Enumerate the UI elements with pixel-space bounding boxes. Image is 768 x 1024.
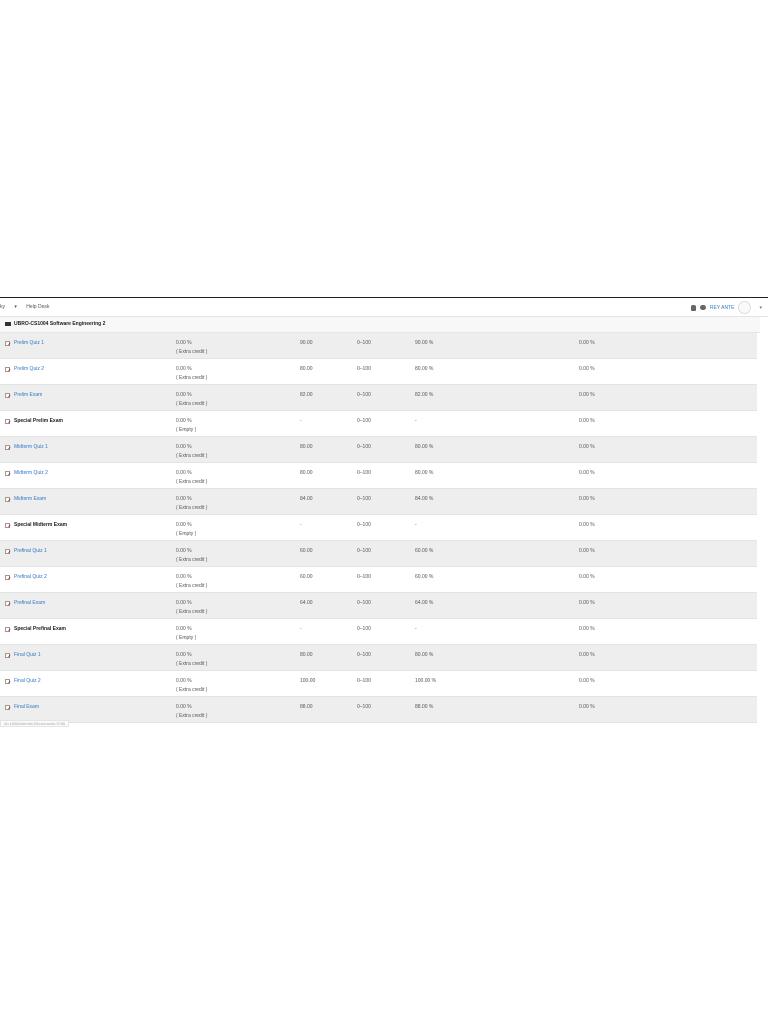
grade-item-name[interactable]: Prelim Exam	[14, 392, 43, 398]
percentage-value: -	[415, 522, 417, 528]
grade-item-name: Special Prefinal Exam	[14, 626, 66, 632]
grade-cell	[300, 593, 357, 619]
percentage-value: 90.00 %	[415, 340, 434, 346]
grade-value: 90.00	[300, 340, 313, 346]
weight-cell	[176, 385, 300, 411]
percentage-value: -	[415, 418, 417, 424]
grade-item-cell	[0, 593, 176, 619]
grade-item-cell	[0, 645, 176, 671]
grade-cell	[300, 359, 357, 385]
grade-item-cell	[0, 697, 176, 723]
percentage-value: -	[415, 626, 417, 632]
grade-item-name[interactable]: Prelim Quiz 2	[14, 366, 45, 372]
weight-value: 0.00 %	[176, 366, 192, 372]
percentage-value: 88.00 %	[415, 704, 434, 710]
grade-cell	[300, 489, 357, 515]
contribution-cell	[579, 515, 757, 541]
range-cell	[357, 593, 415, 619]
table-row	[0, 359, 757, 385]
contribution-cell	[579, 411, 757, 437]
percentage-value: 80.00 %	[415, 470, 434, 476]
weight-cell	[176, 515, 300, 541]
grade-item-icon	[5, 419, 10, 424]
weight-note: ( Extra credit )	[176, 687, 208, 693]
percentage-cell	[415, 359, 579, 385]
grade-cell	[300, 463, 357, 489]
weight-value: 0.00 %	[176, 652, 192, 658]
range-value: 0–100	[357, 366, 371, 372]
contribution-cell	[579, 697, 757, 723]
user-area	[691, 301, 762, 314]
grade-item-name[interactable]: Final Exam	[14, 704, 40, 710]
grade-item-cell	[0, 359, 176, 385]
grade-item-cell	[0, 333, 176, 359]
weight-value: 0.00 %	[176, 548, 192, 554]
grade-item-cell	[0, 541, 176, 567]
weight-note: ( Extra credit )	[176, 505, 208, 511]
contribution-cell	[579, 567, 757, 593]
contribution-value: 0.00 %	[579, 600, 595, 606]
grade-cell	[300, 515, 357, 541]
weight-cell	[176, 359, 300, 385]
range-value: 0–100	[357, 392, 371, 398]
weight-note: ( Extra credit )	[176, 401, 208, 407]
contribution-value: 0.00 %	[579, 366, 595, 372]
nav-menu-item-1[interactable]: ky	[0, 304, 5, 310]
weight-note: ( Empty )	[176, 531, 197, 537]
grade-cell	[300, 541, 357, 567]
grade-value: 80.00	[300, 470, 313, 476]
grade-item-name[interactable]: Prelim Quiz 1	[14, 340, 45, 346]
weight-value: 0.00 %	[176, 392, 192, 398]
table-row	[0, 489, 757, 515]
table-row	[0, 541, 757, 567]
contribution-cell	[579, 385, 757, 411]
weight-cell	[176, 489, 300, 515]
grade-cell	[300, 437, 357, 463]
range-value: 0–100	[357, 444, 371, 450]
user-name[interactable]: REY ANTE	[709, 304, 735, 311]
contribution-value: 0.00 %	[579, 418, 595, 424]
weight-value: 0.00 %	[176, 470, 192, 476]
percentage-cell	[415, 333, 579, 359]
grade-item-cell	[0, 671, 176, 697]
contribution-value: 0.00 %	[579, 704, 595, 710]
grade-value: 80.00	[300, 366, 313, 372]
range-cell	[357, 489, 415, 515]
grade-item-cell	[0, 463, 176, 489]
percentage-cell	[415, 385, 579, 411]
contribution-cell	[579, 671, 757, 697]
percentage-value: 82.00 %	[415, 392, 434, 398]
range-cell	[357, 645, 415, 671]
user-menu-chevron-icon[interactable]: ▾	[759, 304, 762, 311]
grade-item-cell	[0, 515, 176, 541]
grade-cell	[300, 671, 357, 697]
grade-item-cell	[0, 437, 176, 463]
grade-item-icon	[5, 523, 10, 528]
weight-cell	[176, 619, 300, 645]
grade-cell	[300, 567, 357, 593]
weight-value: 0.00 %	[176, 496, 192, 502]
grade-item-cell	[0, 567, 176, 593]
range-cell	[357, 671, 415, 697]
table-row	[0, 437, 757, 463]
grade-value: 84.00	[300, 496, 313, 502]
percentage-cell	[415, 463, 579, 489]
weight-note: ( Empty )	[176, 635, 197, 641]
weight-value: 0.00 %	[176, 626, 192, 632]
grade-item-name[interactable]: Midterm Quiz 2	[14, 470, 48, 476]
grade-item-cell	[0, 619, 176, 645]
grade-cell	[300, 385, 357, 411]
weight-cell	[176, 437, 300, 463]
range-cell	[357, 437, 415, 463]
range-cell	[357, 515, 415, 541]
weight-note: ( Extra credit )	[176, 713, 208, 719]
message-icon[interactable]	[700, 305, 706, 310]
grade-item-icon	[5, 601, 10, 606]
contribution-cell	[579, 333, 757, 359]
contribution-value: 0.00 %	[579, 652, 595, 658]
grade-cell	[300, 645, 357, 671]
weight-note: ( Extra credit )	[176, 609, 208, 615]
contribution-cell	[579, 593, 757, 619]
range-cell	[357, 463, 415, 489]
contribution-value: 0.00 %	[579, 496, 595, 502]
contribution-cell	[579, 437, 757, 463]
folder-icon	[5, 322, 11, 326]
weight-note: ( Extra credit )	[176, 557, 208, 563]
weight-value: 0.00 %	[176, 340, 192, 346]
grade-item-icon	[5, 341, 10, 346]
contribution-value: 0.00 %	[579, 444, 595, 450]
weight-value: 0.00 %	[176, 418, 192, 424]
range-value: 0–100	[357, 600, 371, 606]
grade-value: 88.00	[300, 704, 313, 710]
course-title: UBRO-CS1004 Software Engineering 2	[14, 321, 106, 327]
grade-item-name[interactable]: Final Quiz 2	[14, 678, 41, 684]
grade-item-name[interactable]: Prefinal Quiz 2	[14, 574, 47, 580]
table-row	[0, 593, 757, 619]
grades-table	[0, 333, 757, 723]
weight-cell	[176, 541, 300, 567]
contribution-cell	[579, 541, 757, 567]
weight-cell	[176, 593, 300, 619]
grade-value: 60.00	[300, 574, 313, 580]
table-row	[0, 619, 757, 645]
grade-item-name: Special Prelim Exam	[14, 418, 63, 424]
grade-item-icon	[5, 393, 10, 398]
nav-menu-caret[interactable]: ▾	[14, 304, 17, 310]
percentage-value: 84.00 %	[415, 496, 434, 502]
contribution-cell	[579, 619, 757, 645]
grade-item-name[interactable]: Prefinal Exam	[14, 600, 46, 606]
percentage-value: 64.00 %	[415, 600, 434, 606]
percentage-value: 60.00 %	[415, 548, 434, 554]
percentage-cell	[415, 645, 579, 671]
grade-item-icon	[5, 549, 10, 554]
range-cell	[357, 411, 415, 437]
grade-item-icon	[5, 679, 10, 684]
range-cell	[357, 619, 415, 645]
grade-item-icon	[5, 445, 10, 450]
contribution-value: 0.00 %	[579, 548, 595, 554]
percentage-cell	[415, 593, 579, 619]
grade-item-name[interactable]: Midterm Quiz 1	[14, 444, 48, 450]
range-value: 0–100	[357, 704, 371, 710]
percentage-cell	[415, 489, 579, 515]
table-row	[0, 515, 757, 541]
grade-value: -	[300, 418, 302, 424]
weight-value: 0.00 %	[176, 704, 192, 710]
percentage-value: 100.00 %	[415, 678, 437, 684]
percentage-value: 60.00 %	[415, 574, 434, 580]
percentage-cell	[415, 437, 579, 463]
table-row	[0, 645, 757, 671]
contribution-value: 0.00 %	[579, 392, 595, 398]
percentage-value: 80.00 %	[415, 652, 434, 658]
grade-item-icon	[5, 471, 10, 476]
range-cell	[357, 567, 415, 593]
range-cell	[357, 541, 415, 567]
weight-value: 0.00 %	[176, 600, 192, 606]
percentage-cell	[415, 671, 579, 697]
weight-note: ( Extra credit )	[176, 583, 208, 589]
table-row	[0, 411, 757, 437]
grade-cell	[300, 333, 357, 359]
table-row	[0, 463, 757, 489]
weight-value: 0.00 %	[176, 522, 192, 528]
course-category-row	[0, 317, 760, 333]
notification-bell-icon[interactable]	[691, 305, 696, 311]
grade-item-name: Special Midterm Exam	[14, 522, 68, 528]
range-value: 0–100	[357, 574, 371, 580]
range-value: 0–100	[357, 340, 371, 346]
top-navbar	[0, 298, 768, 317]
range-value: 0–100	[357, 652, 371, 658]
contribution-value: 0.00 %	[579, 470, 595, 476]
grade-value: 82.00	[300, 392, 313, 398]
weight-value: 0.00 %	[176, 574, 192, 580]
grade-item-cell	[0, 411, 176, 437]
table-row	[0, 385, 757, 411]
percentage-value: 80.00 %	[415, 444, 434, 450]
range-value: 0–100	[357, 626, 371, 632]
contribution-value: 0.00 %	[579, 522, 595, 528]
percentage-cell	[415, 697, 579, 723]
grade-item-icon	[5, 367, 10, 372]
grade-cell	[300, 619, 357, 645]
weight-note: ( Empty )	[176, 427, 197, 433]
contribution-cell	[579, 645, 757, 671]
contribution-cell	[579, 489, 757, 515]
percentage-cell	[415, 619, 579, 645]
range-value: 0–100	[357, 496, 371, 502]
grade-item-cell	[0, 489, 176, 515]
table-row	[0, 671, 757, 697]
contribution-cell	[579, 463, 757, 489]
range-cell	[357, 333, 415, 359]
weight-note: ( Extra credit )	[176, 349, 208, 355]
percentage-cell	[415, 541, 579, 567]
user-avatar[interactable]	[738, 301, 751, 314]
grade-value: -	[300, 522, 302, 528]
weight-cell	[176, 333, 300, 359]
grade-value: 80.00	[300, 444, 313, 450]
screenshot-frame	[0, 297, 768, 729]
table-row	[0, 567, 757, 593]
contribution-value: 0.00 %	[579, 678, 595, 684]
grade-value: 100.00	[300, 678, 316, 684]
grade-cell	[300, 697, 357, 723]
weight-cell	[176, 411, 300, 437]
nav-help-desk[interactable]: Help Desk	[26, 304, 50, 310]
range-value: 0–100	[357, 548, 371, 554]
range-value: 0–100	[357, 470, 371, 476]
grade-item-icon	[5, 627, 10, 632]
percentage-cell	[415, 411, 579, 437]
weight-note: ( Extra credit )	[176, 661, 208, 667]
grade-item-icon	[5, 705, 10, 710]
range-cell	[357, 697, 415, 723]
weight-note: ( Extra credit )	[176, 375, 208, 381]
weight-value: 0.00 %	[176, 678, 192, 684]
weight-note: ( Extra credit )	[176, 479, 208, 485]
weight-cell	[176, 463, 300, 489]
grade-value: 80.00	[300, 652, 313, 658]
range-cell	[357, 359, 415, 385]
weight-cell	[176, 567, 300, 593]
grade-item-name[interactable]: Final Quiz 1	[14, 652, 41, 658]
grade-value: 60.00	[300, 548, 313, 554]
range-value: 0–100	[357, 522, 371, 528]
grade-item-name[interactable]: Prefinal Quiz 1	[14, 548, 47, 554]
table-row	[0, 333, 757, 359]
contribution-value: 0.00 %	[579, 340, 595, 346]
status-url-bar: id=1838&itemid=0&courseid=3786	[0, 720, 69, 727]
grade-value: 64.00	[300, 600, 313, 606]
grade-item-icon	[5, 575, 10, 580]
grade-item-cell	[0, 385, 176, 411]
percentage-value: 80.00 %	[415, 366, 434, 372]
percentage-cell	[415, 567, 579, 593]
grade-value: -	[300, 626, 302, 632]
contribution-value: 0.00 %	[579, 626, 595, 632]
weight-cell	[176, 645, 300, 671]
contribution-cell	[579, 359, 757, 385]
weight-note: ( Extra credit )	[176, 453, 208, 459]
grade-item-icon	[5, 497, 10, 502]
range-cell	[357, 385, 415, 411]
grade-item-name[interactable]: Midterm Exam	[14, 496, 47, 502]
weight-cell	[176, 697, 300, 723]
grade-cell	[300, 411, 357, 437]
table-row	[0, 697, 757, 723]
contribution-value: 0.00 %	[579, 574, 595, 580]
range-value: 0–100	[357, 678, 371, 684]
weight-value: 0.00 %	[176, 444, 192, 450]
percentage-cell	[415, 515, 579, 541]
range-value: 0–100	[357, 418, 371, 424]
weight-cell	[176, 671, 300, 697]
nav-menu	[0, 304, 57, 310]
grade-item-icon	[5, 653, 10, 658]
